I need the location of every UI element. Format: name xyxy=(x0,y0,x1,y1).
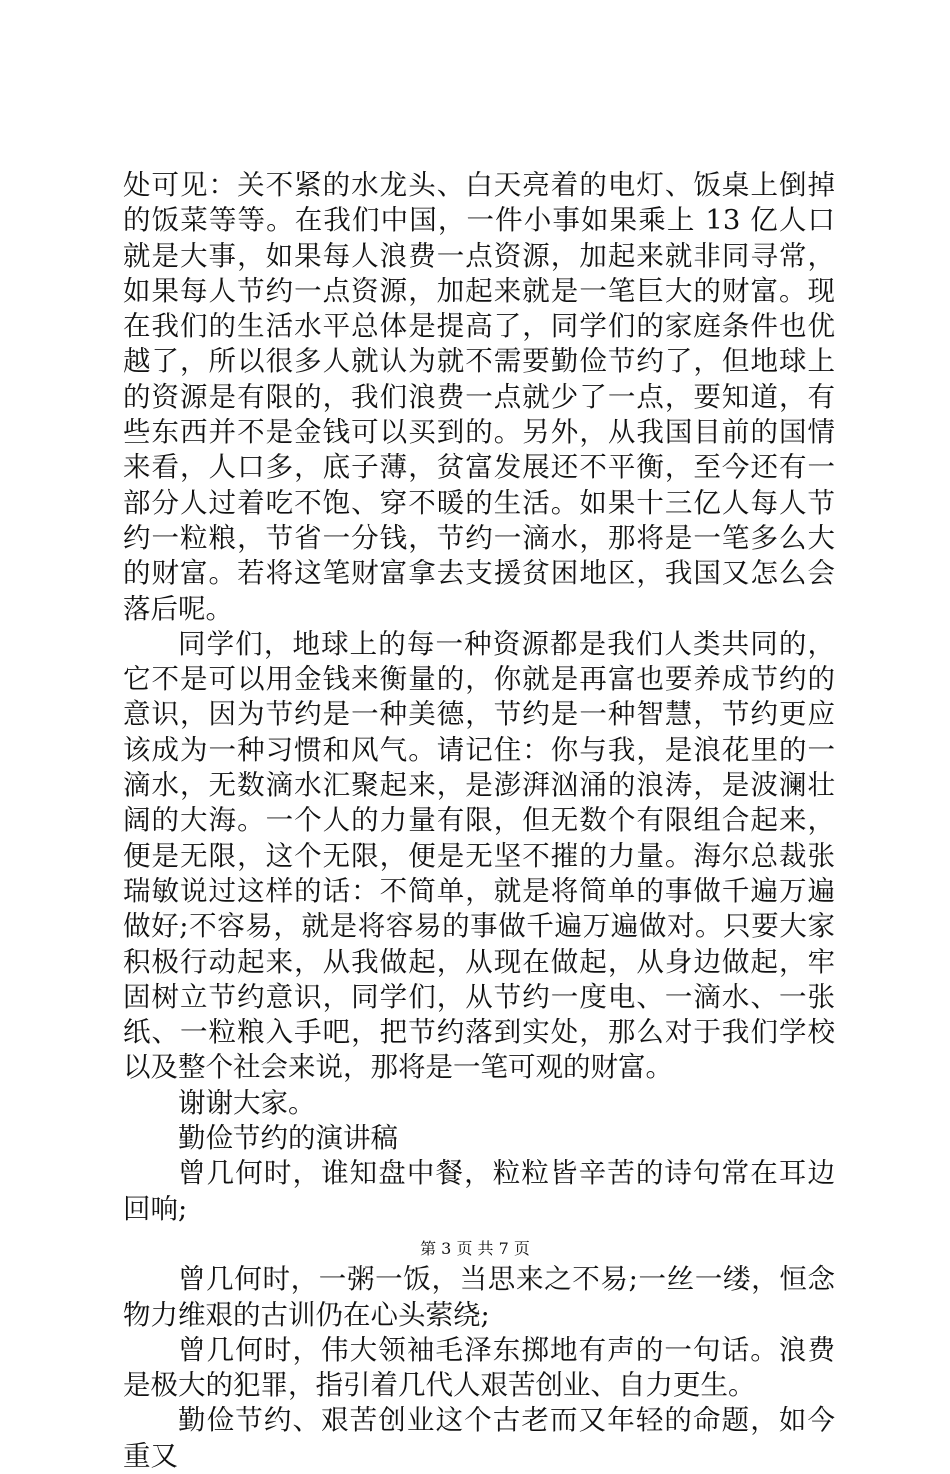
paragraph-8: 勤俭节约、艰苦创业这个古老而又年轻的命题，如今重又 xyxy=(123,1404,835,1472)
paragraph-2: 同学们，地球上的每一种资源都是我们人类共同的，它不是可以用金钱来衡量的，你就是再富也要养成节约的意识，因为节约是一种美德，节约是一种智慧，节约更应该成为一种习惯和风气。请记住：你与我，是浪花里的一滴水，无数滴水汇聚起来，是澎湃汹涌的浪涛，是波澜壮阔的大海。一个人的力量有限，但无数个有限组合起来，便是无限，这个无限，便是无坚不摧的力量。海尔总裁张瑞敏说过这样的话：不简单，就是将简单的事做千遍万遍做好;不容易，就是将容易的事做千遍万遍做对。只要大家积极行动起来，从我做起，从现在做起，从身边做起，牢固树立节约意识，同学们，从节约一度电、一滴水、一张纸、一粒粮入手吧，把节约落到实处，那么对于我们学校以及整个社会来说，那将是一笔可观的财富。 xyxy=(123,627,835,1084)
paragraph-6: 曾几何时，一粥一饭，当思来之不易;一丝一缕，恒念物力维艰的古训仍在心头萦绕; xyxy=(123,1263,835,1331)
paragraph-1: 处可见：关不紧的水龙头、白天亮着的电灯、饭桌上倒掉的饭菜等等。在我们中国，一件小事如果乘上 13 亿人口就是大事，如果每人浪费一点资源，加起来就非同寻常，如果每人节约一点资源，加起来就是一笔巨大的财富。现在我们的生活水平总体是提高了，同学们的家庭条件也优越了，所以很多人就认为就不需要勤俭节约了，但地球上的资源是有限的，我们浪费一点就少了一点，要知道，有些东西并不是金钱可以买到的。另外，从我国目前的国情来看，人口多，底子薄，贫富发展还不平衡，至今还有一部分人过着吃不饱、穿不暖的生活。如果十三亿人每人节约一粒粮，节省一分钱，节约一滴水，那将是一笔多么大的财富。若将这笔财富拿去支援贫困地区，我国又怎么会落后呢。 xyxy=(123,169,835,625)
paragraph-5: 曾几何时，谁知盘中餐，粒粒皆辛苦的诗句常在耳边回响; xyxy=(123,1157,835,1225)
paragraph-3: 谢谢大家。 xyxy=(178,1086,316,1119)
page-footer: 第 3 页 共 7 页 xyxy=(420,1239,530,1258)
speech-title: 勤俭节约的演讲稿 xyxy=(178,1122,398,1155)
paragraph-7: 曾几何时，伟大领袖毛泽东掷地有声的一句话。浪费是极大的犯罪，指引着几代人艰苦创业、自力更生。 xyxy=(123,1333,835,1402)
document-body xyxy=(123,168,835,1474)
